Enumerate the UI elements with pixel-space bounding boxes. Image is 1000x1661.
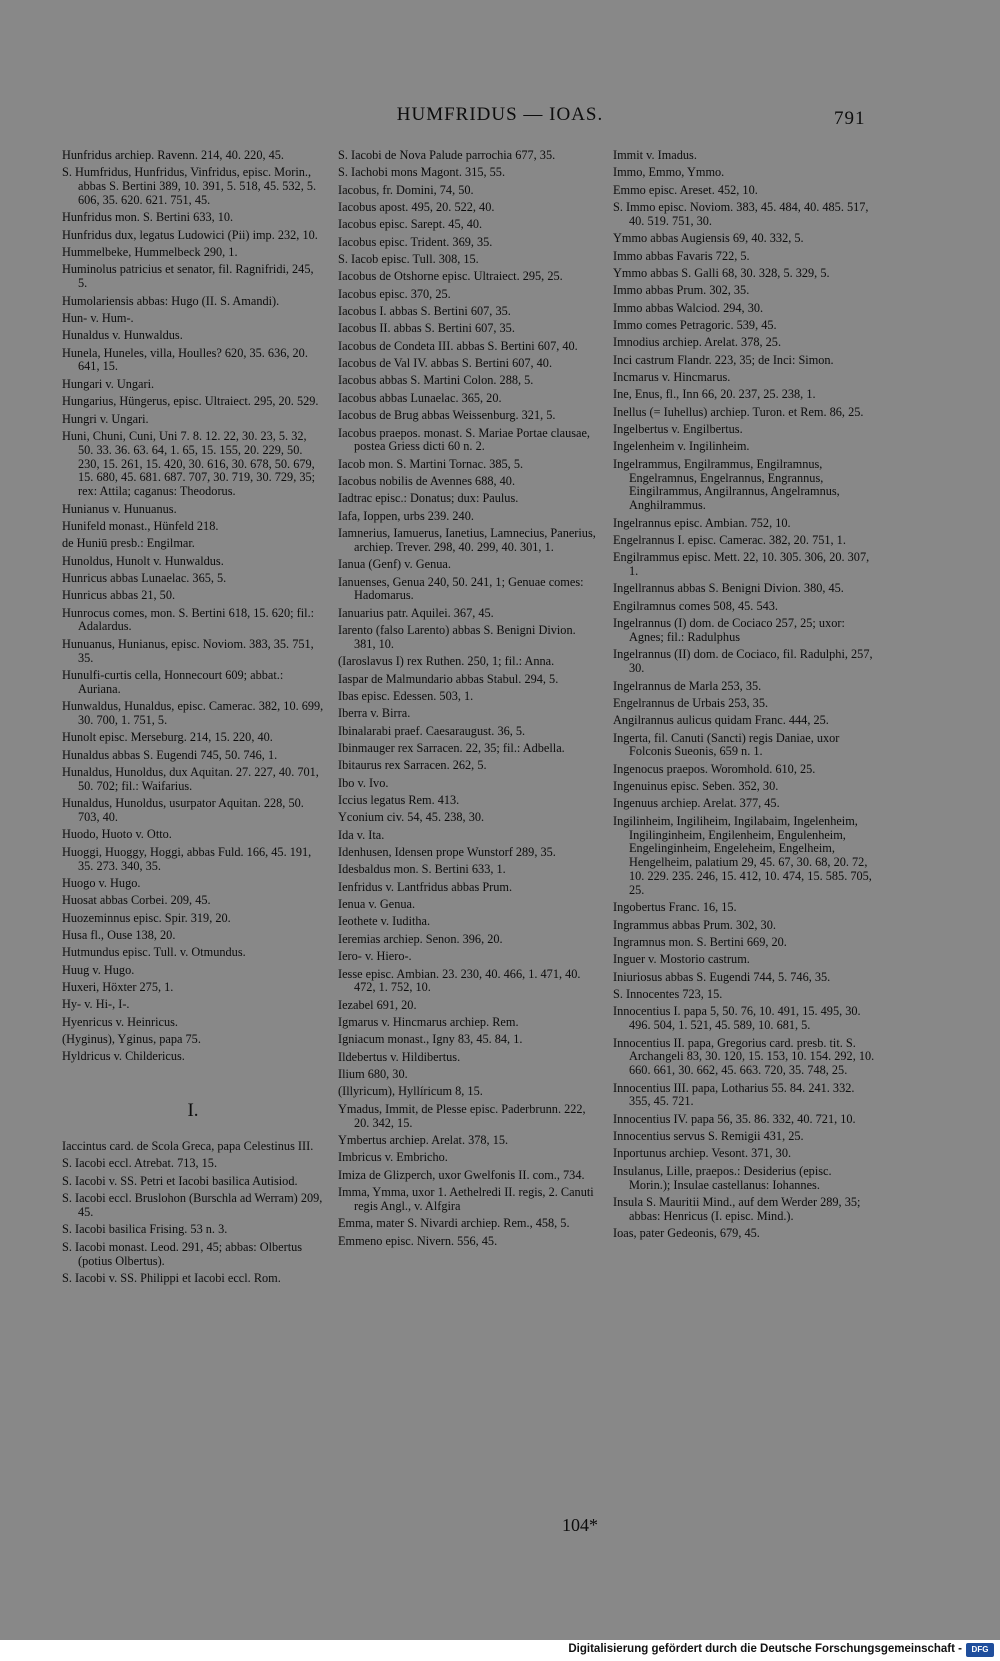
index-entry: Inci castrum Flandr. 223, 35; de Inci: Simon. — [613, 352, 834, 367]
index-entry: Hunaldus v. Hunwaldus. — [62, 328, 183, 343]
column-2-entries — [338, 149, 600, 1248]
index-entry: Ibinmauger rex Sarracen. 22, 35; fil.: Adbella. — [338, 741, 565, 756]
index-entry: Iesse episc. Ambian. 23. 230, 40. 466, 1. 471, 40. 472, 1. 752, 10. — [338, 966, 581, 995]
index-entry: Hyenricus v. Heinricus. — [62, 1014, 178, 1029]
index-entry: Ingobertus Franc. 16, 15. — [613, 900, 737, 915]
index-entry: Engilrammus episc. Mett. 22, 10. 305. 306, 20. 307, 1. — [613, 550, 870, 579]
index-entry: Ymadus, Immit, de Plesse episc. Paderbrunn. 222, 20. 342, 15. — [338, 1101, 586, 1130]
running-head-title: HUMFRIDUS — IOAS. — [396, 104, 604, 125]
index-entry: Igmarus v. Hincmarus archiep. Rem. — [338, 1015, 519, 1030]
index-entry: Hunaldus abbas S. Eugendi 745, 50. 746, 1. — [62, 747, 278, 762]
index-entry: Ianua (Genf) v. Genua. — [338, 557, 451, 572]
index-entry: Iacobus abbas S. Martini Colon. 288, 5. — [338, 373, 534, 388]
printer-signature-mark: 104* — [562, 1515, 598, 1535]
index-entry: Ingelrannus (II) dom. de Cociaco, fil. Radulphi, 257, 30. — [613, 647, 873, 676]
index-entry: S. Iacobi basilica Frising. 53 n. 3. — [62, 1222, 228, 1237]
index-entry: S. Humfridus, Hunfridus, Vinfridus, episc. Morin., abbas S. Bertini 389, 10. 391, 5. 518, 45. 532, 5. 606, 35. 620. 621. 751, 45. — [62, 165, 317, 208]
index-entry: Emmo episc. Areset. 452, 10. — [613, 182, 758, 197]
index-entry: Inportunus archiep. Vesont. 371, 30. — [613, 1146, 792, 1161]
index-entry: Hunuanus, Hunianus, episc. Noviom. 383, 35. 751, 35. — [62, 636, 314, 665]
index-entry: Ida v. Ita. — [338, 827, 385, 842]
index-entry: Ianuenses, Genua 240, 50. 241, 1; Genuae comes: Hadomarus. — [338, 574, 584, 603]
index-entry: Hunaldus, Hunoldus, dux Aquitan. 27. 227, 40. 701, 50. 702; fil.: Waifarius. — [62, 765, 319, 793]
index-entry: Ingellrannus abbas S. Benigni Divion. 380, 45. — [613, 581, 844, 596]
index-entry: Ibas episc. Edessen. 503, 1. — [338, 689, 474, 703]
index-entry: Iamnerius, Iamuerus, Ianetius, Lamnecius, Panerius, archiep. Trever. 298, 40. 299, 40. 301, 1. — [338, 526, 596, 554]
index-entry: Hy- v. Hi-, I-. — [62, 997, 130, 1012]
index-entry: Iacobus de Brug abbas Weissenburg. 321, 5. — [338, 408, 556, 423]
page-number: 791 — [834, 108, 866, 129]
index-entry: Huozeminnus episc. Spir. 319, 20. — [62, 910, 231, 925]
index-entry: Huminolus patricius et senator, fil. Ragnifridi, 245, 5. — [62, 262, 314, 291]
index-entry: S. Iachobi mons Magont. 315, 55. — [338, 165, 506, 180]
index-entry: Ianuarius patr. Aquilei. 367, 45. — [338, 605, 494, 620]
index-entry: Hun- v. Hum-. — [62, 310, 134, 325]
index-entry: Ilium 680, 30. — [338, 1067, 408, 1082]
index-entry: Hungari v. Ungari. — [62, 376, 155, 391]
index-entry: Ibo v. Ivo. — [338, 775, 389, 790]
index-entry: Iccius legatus Rem. 413. — [338, 793, 460, 808]
index-entry: Iero- v. Hiero-. — [338, 949, 412, 964]
index-entry: Immit v. Imadus. — [613, 148, 697, 162]
index-entry: Iacobus de Otshorne episc. Ultraiect. 295, 25. — [338, 269, 563, 284]
index-entry: (Iaroslavus I) rex Ruthen. 250, 1; fil.: Anna. — [338, 654, 555, 669]
index-entry: Ieothete v. Iuditha. — [338, 914, 431, 929]
index-entry: Humolariensis abbas: Hugo (II. S. Amandi). — [62, 293, 280, 308]
index-entry: Hunianus v. Hunuanus. — [62, 501, 177, 516]
index-entry: Ienua v. Genua. — [338, 897, 416, 912]
index-entry: Iacobus episc. Trident. 369, 35. — [338, 234, 493, 249]
index-entry: Iacobus abbas Lunaelac. 365, 20. — [338, 390, 502, 405]
index-entry: Hunricus abbas 21, 50. — [62, 588, 176, 603]
index-entry: Iacobus I. abbas S. Bertini 607, 35. — [338, 304, 511, 319]
index-entry: Hunaldus, Hunoldus, usurpator Aquitan. 228, 50. 703, 40. — [62, 796, 304, 825]
index-entry: S. Iacob episc. Tull. 308, 15. — [338, 252, 479, 267]
index-entry: Hunifeld monast., Hünfeld 218. — [62, 518, 219, 533]
index-entry: Engilramnus comes 508, 45. 543. — [613, 598, 778, 613]
index-entry: Ingenuinus episc. Seben. 352, 30. — [613, 779, 779, 794]
digitization-footer — [0, 1640, 1000, 1661]
index-entry: S. Iacobi eccl. Atrebat. 713, 15. — [62, 1156, 218, 1171]
index-entry: Innocentius servus S. Remigii 431, 25. — [613, 1129, 804, 1144]
index-entry: Inellus (= Iuhellus) archiep. Turon. et Rem. 86, 25. — [613, 404, 864, 419]
index-entry: Hummelbeke, Hummelbeck 290, 1. — [62, 245, 238, 260]
index-entry: Emma, mater S. Nivardi archiep. Rem., 458, 5. — [338, 1216, 570, 1231]
index-entry: Iacobus episc. 370, 25. — [338, 286, 451, 301]
index-entry: Immo abbas Walciod. 294, 30. — [613, 300, 764, 315]
index-entry: Ingelbertus v. Engilbertus. — [613, 422, 743, 436]
index-entry: Huxeri, Höxter 275, 1. — [62, 980, 174, 995]
index-entry: Ingerta, fil. Canuti (Sancti) regis Daniae, uxor Folconis Sueonis, 659 n. 1. — [613, 730, 840, 759]
index-entry: S. Iacobi eccl. Bruslohon (Burschla ad Werram) 209, 45. — [62, 1191, 323, 1219]
index-entry: Yconium civ. 54, 45. 238, 30. — [338, 810, 485, 825]
index-entry: Engelrannus I. episc. Camerac. 382, 20. 751, 1. — [613, 532, 846, 547]
index-entry: Husa fl., Ouse 138, 20. — [62, 928, 176, 942]
index-entry: Ibinalarabi praef. Caesaraugust. 36, 5. — [338, 723, 526, 738]
index-entry: S. Iacobi monast. Leod. 291, 45; abbas: Olbertus (potius Olbertus). — [62, 1239, 303, 1268]
index-column-3 — [613, 149, 875, 1245]
index-entry: Inguer v. Mostorio castrum. — [613, 952, 750, 967]
index-entry: Insula S. Mauritii Mind., auf dem Werder 289, 35; abbas: Henricus (I. episc. Mind.). — [613, 1195, 861, 1223]
section-heading-i: I. — [187, 1100, 199, 1122]
index-entry: Incmarus v. Hincmarus. — [613, 369, 731, 384]
index-entry: S. Iacobi v. SS. Petri et Iacobi basilica Autisiod. — [62, 1173, 298, 1188]
index-entry: Hungri v. Ungari. — [62, 411, 149, 426]
index-entry: Hunwaldus, Hunaldus, episc. Camerac. 382, 10. 699, 30. 700, 1. 751, 5. — [62, 699, 324, 728]
index-entry: Iarento (falso Larento) abbas S. Benigni Divion. 381, 10. — [338, 623, 576, 651]
index-entry: Ingelrannus (I) dom. de Cociaco 257, 25; uxor: Agnes; fil.: Radulphus — [613, 616, 845, 644]
index-entry: S. Iacobi v. SS. Philippi et Iacobi eccl. Rom. — [62, 1270, 281, 1285]
index-entry: Iacobus praepos. monast. S. Mariae Portae clausae, postea Griess dicti 60 n. 2. — [338, 425, 591, 454]
index-entry: Iacobus nobilis de Avennes 688, 40. — [338, 474, 516, 489]
index-entry: Hungarius, Hüngerus, episc. Ultraiect. 295, 20. 529. — [62, 394, 319, 409]
index-entry: Hutmundus episc. Tull. v. Otmundus. — [62, 945, 246, 960]
index-entry: Ibitaurus rex Sarracen. 262, 5. — [338, 758, 487, 773]
index-entry: S. Innocentes 723, 15. — [613, 987, 723, 1002]
index-entry: Iaccintus card. de Scola Greca, papa Celestinus III. — [62, 1139, 314, 1154]
index-entry: Innocentius II. papa, Gregorius card. presb. tit. S. Archangeli 83, 30. 120, 15. 153, 10. 154. 292, 10. 660. 661, 30. 662, 45. 663. 720, 35. 748, 25. — [613, 1035, 875, 1078]
index-entry: Ienfridus v. Lantfridus abbas Prum. — [338, 879, 513, 894]
index-entry: Hunfridus archiep. Ravenn. 214, 40. 220, 45. — [62, 148, 284, 162]
index-entry: Iaspar de Malmundario abbas Stabul. 294, 5. — [338, 671, 559, 686]
footer-credit-text: Digitalisierung gefördert durch die Deutsche Forschungsgemeinschaft - — [568, 1643, 962, 1655]
index-entry: Imiza de Glizperch, uxor Gwelfonis II. com., 734. — [338, 1167, 585, 1182]
index-entry: Igniacum monast., Igny 83, 45. 84, 1. — [338, 1032, 523, 1047]
index-entry: Iacobus apost. 495, 20. 522, 40. — [338, 200, 495, 215]
index-entry: Ine, Enus, fl., Inn 66, 20. 237, 25. 238, 1. — [613, 387, 816, 402]
index-entry: Huug v. Hugo. — [62, 962, 135, 977]
index-entry: Hunricus abbas Lunaelac. 365, 5. — [62, 570, 227, 585]
column-1-entries — [62, 149, 324, 1064]
index-entry: Innocentius III. papa, Lotharius 55. 84. 241. 332. 355, 45. 721. — [613, 1080, 855, 1109]
index-entry: Hunolt episc. Merseburg. 214, 15. 220, 40. — [62, 730, 273, 745]
index-entry: S. Iacobi de Nova Palude parrochia 677, 35. — [338, 148, 556, 162]
index-entry: Ingrammus abbas Prum. 302, 30. — [613, 917, 776, 932]
index-entry: Hunfridus mon. S. Bertini 633, 10. — [62, 210, 234, 225]
index-entry: (Hyginus), Yginus, papa 75. — [62, 1032, 201, 1047]
index-entry: Hunoldus, Hunolt v. Hunwaldus. — [62, 553, 224, 568]
index-entry: Angilrannus aulicus quidam Franc. 444, 25. — [613, 713, 829, 728]
index-entry: Iezabel 691, 20. — [338, 997, 417, 1012]
index-entry: Hunfridus dux, legatus Ludowici (Pii) imp. 232, 10. — [62, 227, 318, 242]
index-entry: Emmeno episc. Nivern. 556, 45. — [338, 1233, 498, 1248]
index-entry: Immo, Emmo, Ymmo. — [613, 165, 725, 180]
dfg-logo: DFG — [966, 1643, 994, 1657]
index-entry: Iadtrac episc.: Donatus; dux: Paulus. — [338, 491, 519, 506]
index-column-1 — [62, 149, 324, 1289]
index-entry: Hunrocus comes, mon. S. Bertini 618, 15. 620; fil.: Adalardus. — [62, 605, 315, 634]
index-entry: Huosat abbas Corbei. 209, 45. — [62, 893, 211, 908]
index-entry: Hunulfi-curtis cella, Honnecourt 609; abbat.: Auriana. — [62, 668, 284, 696]
index-entry: Ioas, pater Gedeonis, 679, 45. — [613, 1226, 760, 1241]
index-entry: Idesbaldus mon. S. Bertini 633, 1. — [338, 862, 506, 877]
index-entry: Ymmo abbas Augiensis 69, 40. 332, 5. — [613, 231, 804, 246]
index-entry: Engelrannus de Urbais 253, 35. — [613, 695, 769, 710]
index-entry: Imbricus v. Embricho. — [338, 1150, 448, 1165]
index-entry: Ingenocus praepos. Woromhold. 610, 25. — [613, 761, 816, 776]
index-entry: Huodo, Huoto v. Otto. — [62, 827, 172, 842]
index-entry: Iacobus de Val IV. abbas S. Bertini 607, 40. — [338, 356, 553, 371]
index-entry: Ildebertus v. Hildibertus. — [338, 1049, 461, 1064]
index-entry: Hunela, Huneles, villa, Houlles? 620, 35. 636, 20. 641, 15. — [62, 345, 308, 374]
index-entry: Hyldricus v. Childericus. — [62, 1049, 185, 1064]
index-entry: Innocentius IV. papa 56, 35. 86. 332, 40. 721, 10. — [613, 1111, 856, 1126]
index-entry: Huogo v. Hugo. — [62, 875, 141, 890]
index-entry: Iafa, Ioppen, urbs 239. 240. — [338, 508, 474, 523]
index-entry: Insulanus, Lille, praepos.: Desiderius (episc. Morin.); Insulae castellanus: Iohannes. — [613, 1163, 832, 1192]
index-entry: Huoggi, Huoggy, Hoggi, abbas Fuld. 166, 45. 191, 35. 273. 340, 35. — [62, 844, 312, 873]
index-entry: Ingelrannus de Marla 253, 35. — [613, 678, 762, 693]
index-entry: Iberra v. Birra. — [338, 706, 411, 721]
index-entry: Iacob mon. S. Martini Tornac. 385, 5. — [338, 456, 524, 471]
index-entry: Immo comes Petragoric. 539, 45. — [613, 317, 777, 332]
column-3-entries — [613, 149, 875, 1241]
index-entry: (Illyricum), Hyllíricum 8, 15. — [338, 1084, 483, 1099]
index-entry: Iacobus de Condeta III. abbas S. Bertini 607, 40. — [338, 338, 578, 353]
index-entry: Imma, Ymma, uxor 1. Aethelredi II. regis, 2. Canuti regis Angl., v. Alfgira — [338, 1184, 594, 1213]
index-column-2 — [338, 149, 600, 1252]
index-entry: S. Immo episc. Noviom. 383, 45. 484, 40. 485. 517, 40. 519. 751, 30. — [613, 200, 869, 228]
index-entry: Imnodius archiep. Arelat. 378, 25. — [613, 335, 782, 350]
index-entry: Ymbertus archiep. Arelat. 378, 15. — [338, 1132, 509, 1147]
index-entry: Ingelrannus episc. Ambian. 752, 10. — [613, 515, 791, 530]
column-1-entries-after-heading — [62, 1140, 324, 1286]
index-entry: Iacobus, fr. Domini, 74, 50. — [338, 182, 474, 197]
index-entry: Ingelenheim v. Ingilinheim. — [613, 439, 750, 454]
index-entry: Iacobus II. abbas S. Bertini 607, 35. — [338, 321, 515, 336]
index-entry: de Huniū presb.: Engilmar. — [62, 536, 195, 551]
index-entry: Ingramnus mon. S. Bertini 669, 20. — [613, 935, 787, 949]
index-entry: Ymmo abbas S. Galli 68, 30. 328, 5. 329, 5. — [613, 265, 830, 280]
index-entry: Ingenuus archiep. Arelat. 377, 45. — [613, 796, 780, 811]
index-entry: Immo abbas Prum. 302, 35. — [613, 283, 750, 298]
index-entry: Idenhusen, Idensen prope Wunstorf 289, 35. — [338, 845, 556, 860]
index-entry: Ingelrammus, Engilrammus, Engilramnus, Engelramnus, Engelrannus, Engrannus, Eingilrammus, Angilrannus, Angelramnus, Anghilrammus. — [613, 456, 840, 513]
index-entry: Ingilinheim, Ingiliheim, Ingilabaim, Ingelenheim, Ingilinginheim, Engilenheim, Engulenheim, Engelinginheim, Engeleheim, Engelheim, Hengelheim, palatium 29, 45. 67, 30. 68, 20. 72, 10. 229. 235. 246, 15. 412, 10. 474, 15. 585. 705, 25. — [613, 813, 872, 897]
index-entry: Ieremias archiep. Senon. 396, 20. — [338, 931, 503, 946]
index-entry: Huni, Chuni, Cuni, Uni 7. 8. 12. 22, 30. 23, 5. 32, 50. 33. 36. 63. 64, 1. 65, 15. 155, 20. 229, 50. 230, 15. 261, 15. 420, 30. 616, 30. 678, 50. 679, 15. 680, 45. 681. 687. 707, 30. 719, 30. 729, 35; rex: Attila; caganus: Theodorus. — [62, 428, 316, 499]
index-entry: Iacobus episc. Sarept. 45, 40. — [338, 217, 483, 232]
index-entry: Innocentius I. papa 5, 50. 76, 10. 491, 15. 495, 30. 496. 504, 1. 521, 45. 589, 10. 681, 5. — [613, 1004, 861, 1033]
index-entry: Iniuriosus abbas S. Eugendi 744, 5. 746, 35. — [613, 969, 831, 984]
index-entry: Immo abbas Favaris 722, 5. — [613, 248, 750, 263]
